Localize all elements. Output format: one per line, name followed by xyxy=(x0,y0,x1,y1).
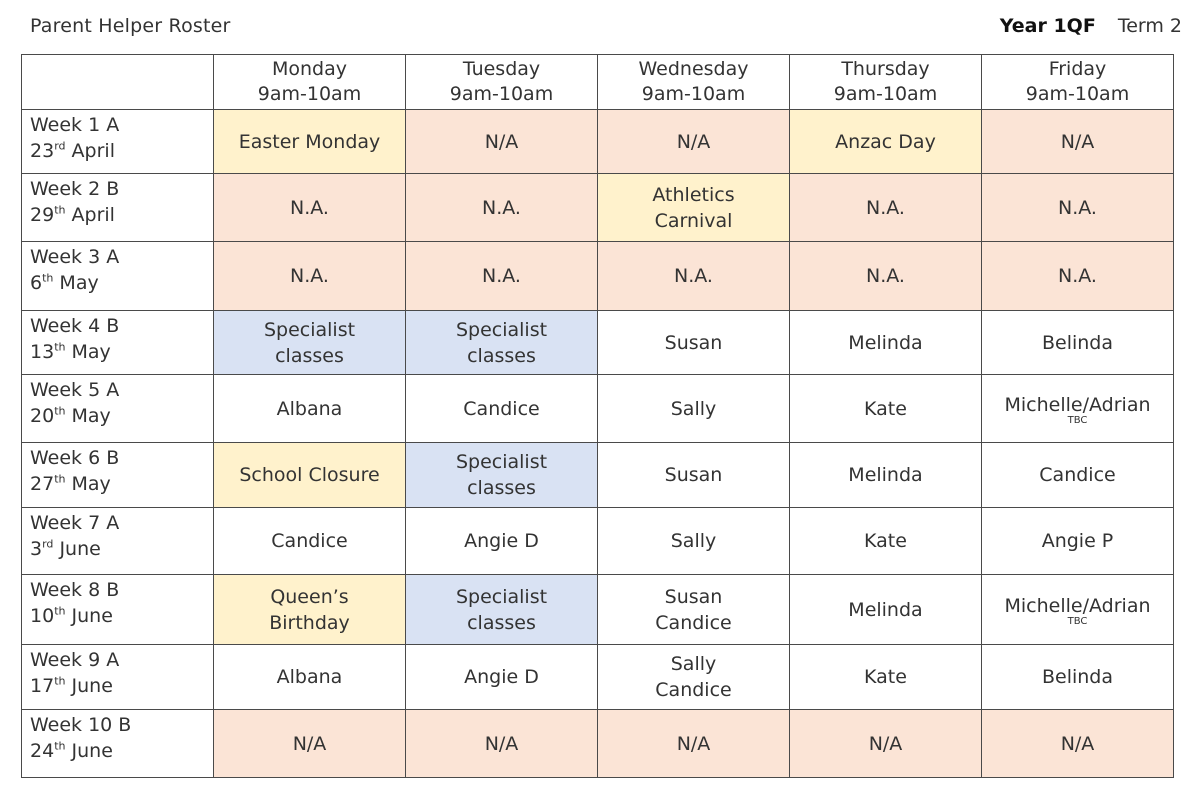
cell-text: Melinda xyxy=(848,464,923,486)
roster-cell xyxy=(214,575,406,645)
roster-cell xyxy=(406,508,598,575)
week-number: Week 10 B xyxy=(30,714,132,736)
roster-cell xyxy=(214,645,406,710)
week-date xyxy=(30,204,115,226)
page-title: Parent Helper Roster xyxy=(30,15,231,37)
week-label-cell xyxy=(22,508,214,575)
table-row xyxy=(22,443,1174,508)
day-header-tuesday xyxy=(406,55,598,110)
roster-cell xyxy=(982,375,1174,443)
roster-cell xyxy=(406,110,598,174)
roster-cell xyxy=(406,575,598,645)
roster-cell xyxy=(982,508,1174,575)
week-number: Week 1 A xyxy=(30,114,120,136)
roster-cell xyxy=(214,443,406,508)
table-row xyxy=(22,575,1174,645)
date-month: June xyxy=(65,605,113,627)
table-row xyxy=(22,508,1174,575)
week-date xyxy=(30,605,113,627)
week-label-cell xyxy=(22,710,214,778)
cell-text: N/A xyxy=(1060,732,1095,755)
table-row xyxy=(22,110,1174,174)
cell-text: Belinda xyxy=(1041,331,1114,354)
week-number: Week 6 B xyxy=(30,447,120,469)
date-suffix: rd xyxy=(42,537,54,551)
cell-text: Easter Monday xyxy=(238,130,381,153)
cell-text: N/A xyxy=(1060,130,1095,153)
date-day: 13 xyxy=(30,341,55,363)
week-label-cell xyxy=(22,311,214,375)
date-month: June xyxy=(53,538,101,560)
table-row xyxy=(22,375,1174,443)
roster-cell xyxy=(982,174,1174,242)
cell-text: Melinda xyxy=(848,598,923,621)
date-suffix: th xyxy=(54,203,66,217)
week-label-cell xyxy=(22,174,214,242)
date-suffix: th xyxy=(54,604,66,618)
roster-cell xyxy=(406,443,598,508)
time-slot: 9am-10am xyxy=(833,83,938,105)
roster-cell xyxy=(598,174,790,242)
date-suffix: th xyxy=(42,271,54,285)
roster-cell xyxy=(790,645,982,710)
week-date xyxy=(30,341,111,363)
week-label-cell xyxy=(22,242,214,311)
table-row xyxy=(22,242,1174,311)
cell-text: N.A. xyxy=(290,265,329,287)
cell-text: Specialist classes xyxy=(455,318,548,367)
cell-text: N/A xyxy=(484,732,519,755)
cell-text: Albana xyxy=(276,397,343,420)
table-row xyxy=(22,645,1174,710)
cell-text: Belinda xyxy=(1041,666,1114,688)
time-slot: 9am-10am xyxy=(257,83,362,105)
roster-cell xyxy=(598,242,790,311)
cell-text: Specialist classes xyxy=(455,585,548,634)
roster-cell xyxy=(982,110,1174,174)
roster-cell xyxy=(598,710,790,778)
week-date xyxy=(30,740,113,762)
header-row xyxy=(22,55,1174,110)
class-year: Year 1QF xyxy=(999,15,1096,37)
tbc-note: TBC xyxy=(1067,615,1088,627)
cell-text: Melinda xyxy=(848,331,923,354)
week-label-cell xyxy=(22,443,214,508)
corner-cell xyxy=(22,55,214,110)
day-name: Friday xyxy=(1048,58,1107,80)
date-month: May xyxy=(65,405,111,427)
cell-text: N/A xyxy=(676,130,711,153)
cell-text: Athletics Carnival xyxy=(652,183,735,232)
date-month: May xyxy=(65,473,111,495)
roster-cell xyxy=(790,710,982,778)
date-suffix: th xyxy=(54,739,66,753)
roster-cell xyxy=(982,242,1174,311)
day-name: Thursday xyxy=(841,58,930,80)
date-suffix: th xyxy=(54,472,66,486)
week-number: Week 7 A xyxy=(30,512,120,534)
date-day: 3 xyxy=(30,538,43,560)
date-day: 20 xyxy=(30,405,55,427)
cell-text: Susan Candice xyxy=(655,585,732,634)
roster-cell xyxy=(790,443,982,508)
roster-cell xyxy=(598,443,790,508)
week-number: Week 4 B xyxy=(30,315,120,337)
cell-text: Specialist classes xyxy=(263,318,356,367)
roster-cell xyxy=(406,645,598,710)
cell-text: Susan xyxy=(664,464,723,486)
cell-text: Albana xyxy=(276,666,343,688)
cell-text: Angie D xyxy=(464,530,539,552)
roster-cell xyxy=(406,242,598,311)
cell-text: Sally xyxy=(670,397,717,420)
table-row xyxy=(22,311,1174,375)
roster-cell xyxy=(406,710,598,778)
cell-text: Candice xyxy=(1039,464,1116,486)
cell-text: Kate xyxy=(864,530,907,552)
roster-cell xyxy=(790,575,982,645)
cell-text: Kate xyxy=(864,666,907,688)
day-header-monday xyxy=(214,55,406,110)
cell-text: Queen’s Birthday xyxy=(269,585,350,634)
roster-cell xyxy=(790,508,982,575)
roster-cell xyxy=(214,311,406,375)
cell-text: Candice xyxy=(271,530,348,552)
roster-cell xyxy=(598,311,790,375)
time-slot: 9am-10am xyxy=(1025,83,1130,105)
cell-text: Specialist classes xyxy=(455,451,548,499)
roster-cell xyxy=(214,508,406,575)
week-date xyxy=(30,538,101,560)
cell-text: School Closure xyxy=(239,464,380,486)
roster-cell xyxy=(790,375,982,443)
time-slot: 9am-10am xyxy=(449,83,554,105)
cell-text: Susan xyxy=(664,331,723,354)
tbc-note: TBC xyxy=(1067,414,1088,426)
roster-cell xyxy=(982,710,1174,778)
date-month: April xyxy=(65,204,115,226)
cell-text: Michelle/Adrian xyxy=(1004,594,1151,617)
cell-text: N/A xyxy=(292,732,327,755)
date-month: May xyxy=(65,341,111,363)
table-row xyxy=(22,710,1174,778)
week-number: Week 3 A xyxy=(30,246,120,268)
cell-text: N.A. xyxy=(1058,196,1097,219)
day-header-thursday xyxy=(790,55,982,110)
week-number: Week 8 B xyxy=(30,579,120,601)
cell-text: N/A xyxy=(868,732,903,755)
date-day: 23 xyxy=(30,140,55,162)
day-name: Tuesday xyxy=(462,58,541,80)
roster-cell xyxy=(598,645,790,710)
roster-cell xyxy=(982,575,1174,645)
date-suffix: th xyxy=(54,404,66,418)
cell-text: N.A. xyxy=(866,196,905,219)
cell-text: N/A xyxy=(484,130,519,153)
roster-cell xyxy=(790,110,982,174)
roster-cell xyxy=(406,174,598,242)
cell-text: Michelle/Adrian xyxy=(1004,393,1151,416)
date-suffix: rd xyxy=(54,139,66,153)
day-header-friday xyxy=(982,55,1174,110)
roster-cell xyxy=(982,443,1174,508)
cell-text: N.A. xyxy=(1058,265,1097,287)
week-label-cell xyxy=(22,110,214,174)
cell-text: Candice xyxy=(463,397,540,420)
week-label-cell xyxy=(22,645,214,710)
week-label-cell xyxy=(22,375,214,443)
date-suffix: th xyxy=(54,340,66,354)
roster-cell xyxy=(598,375,790,443)
date-day: 27 xyxy=(30,473,55,495)
class-info xyxy=(1000,15,1182,37)
roster-cell xyxy=(790,311,982,375)
cell-text: Anzac Day xyxy=(835,130,936,153)
roster-cell xyxy=(982,645,1174,710)
date-month: June xyxy=(65,740,113,762)
week-date xyxy=(30,675,113,697)
roster-cell xyxy=(598,110,790,174)
day-name: Monday xyxy=(271,58,347,80)
week-date xyxy=(30,140,115,162)
roster-cell xyxy=(406,311,598,375)
cell-text: N/A xyxy=(676,732,711,755)
roster-cell xyxy=(214,710,406,778)
cell-text: Sally Candice xyxy=(655,653,732,701)
date-day: 6 xyxy=(30,272,43,294)
roster-cell xyxy=(214,110,406,174)
date-month: April xyxy=(65,140,115,162)
cell-text: Kate xyxy=(864,397,907,420)
date-day: 17 xyxy=(30,675,55,697)
roster-cell xyxy=(214,242,406,311)
term-label: Term 2 xyxy=(1117,15,1182,37)
cell-text: N.A. xyxy=(674,265,713,287)
time-slot: 9am-10am xyxy=(641,83,746,105)
roster-cell xyxy=(982,311,1174,375)
date-month: May xyxy=(53,272,99,294)
roster-cell xyxy=(214,174,406,242)
week-date xyxy=(30,272,99,294)
date-day: 29 xyxy=(30,204,55,226)
day-name: Wednesday xyxy=(638,58,749,80)
roster-cell xyxy=(598,575,790,645)
cell-text: N.A. xyxy=(482,265,521,287)
roster-cell xyxy=(406,375,598,443)
week-label-cell xyxy=(22,575,214,645)
week-date xyxy=(30,405,111,427)
cell-text: N.A. xyxy=(866,265,905,287)
week-number: Week 2 B xyxy=(30,178,120,200)
date-day: 10 xyxy=(30,605,55,627)
table-row xyxy=(22,174,1174,242)
roster-cell xyxy=(598,508,790,575)
roster-cell xyxy=(214,375,406,443)
roster-body xyxy=(22,110,1174,778)
page-header xyxy=(30,12,1182,40)
date-suffix: th xyxy=(54,674,66,688)
roster-table xyxy=(21,54,1174,778)
week-number: Week 5 A xyxy=(30,379,120,401)
cell-text: N.A. xyxy=(290,196,329,219)
day-header-wednesday xyxy=(598,55,790,110)
cell-text: Angie D xyxy=(464,666,539,688)
cell-text: N.A. xyxy=(482,196,521,219)
date-month: June xyxy=(65,675,113,697)
cell-text: Sally xyxy=(670,530,717,552)
week-number: Week 9 A xyxy=(30,649,120,671)
week-date xyxy=(30,473,111,495)
roster-cell xyxy=(790,174,982,242)
roster-cell xyxy=(790,242,982,311)
cell-text: Angie P xyxy=(1041,530,1114,552)
date-day: 24 xyxy=(30,740,55,762)
